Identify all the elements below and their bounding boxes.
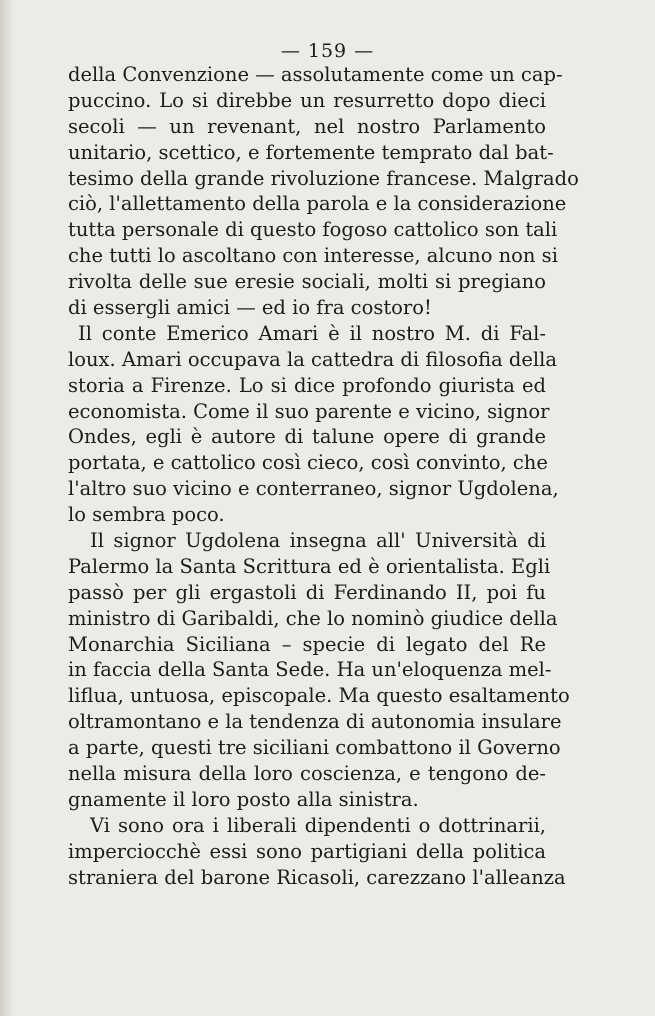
- text-line: di essergli amici — ed io fra costoro!: [68, 296, 432, 320]
- text-line: nella misura della loro coscienza, e tengono de-: [68, 762, 546, 786]
- text-line: a parte, questi tre siciliani combattono il Governo: [68, 736, 561, 760]
- text-line: della Convenzione — assolutamente come un cap-: [68, 63, 563, 86]
- text-line: l'altro suo vicino e conterraneo, signor Ugdolena,: [68, 477, 559, 501]
- text-line: economista. Come il suo parente e vicino, signor: [68, 399, 550, 423]
- text-line: straniera del barone Ricasoli, carezzano l'alleanza: [68, 865, 566, 889]
- text-line: Il conte Emerico Amari è il nostro M. di Fal-: [78, 321, 546, 345]
- text-line: Monarchia Siciliana – specie di legato del Re: [68, 632, 546, 656]
- text-line: Ondes, egli è autore di talune opere di grande: [68, 425, 546, 449]
- text-line: lo sembra poco.: [68, 503, 225, 527]
- page-number: — 159 —: [280, 40, 375, 62]
- text-line: tutta personale di questo fogoso cattolico son tali: [68, 218, 558, 242]
- text-line: che tutti lo ascoltano con interesse, alcuno non si: [68, 244, 558, 268]
- text-line: portata, e cattolico così cieco, così convinto, che: [68, 451, 548, 475]
- text-line: Il signor Ugdolena insegna all' Università di: [90, 529, 546, 553]
- text-line: secoli — un revenant, nel nostro Parlamento: [68, 114, 546, 138]
- text-line: loux. Amari occupava la cattedra di filosofia della: [68, 347, 558, 371]
- text-line: imperciocchè essi sono partigiani della politica: [68, 839, 546, 863]
- text-line: passò per gli ergastoli di Ferdinando II, poi fu: [68, 580, 546, 604]
- text-line: Palermo la Santa Scrittura ed è orientalista. Egli: [68, 554, 551, 578]
- text-line: gnamente il loro posto alla sinistra.: [68, 787, 419, 811]
- text-line: ministro di Garibaldi, che lo nominò giudice della: [68, 606, 558, 630]
- text-line: storia a Firenze. Lo si dice profondo giurista ed: [68, 373, 546, 397]
- text-line: in faccia della Santa Sede. Ha un'eloquenza mel-: [68, 658, 552, 682]
- text-line: unitario, scettico, e fortemente temprato dal bat-: [68, 140, 554, 164]
- text-line: liflua, untuosa, episcopale. Ma questo esaltamento: [68, 684, 570, 708]
- text-line: rivolta delle sue eresie sociali, molti si pregiano: [68, 270, 546, 294]
- text-line: oltramontano e la tendenza di autonomia insulare: [68, 710, 562, 734]
- page-edge-shadow: [0, 0, 14, 1016]
- text-line: puccino. Lo si direbbe un resurretto dopo dieci: [68, 88, 546, 112]
- text-line: Vi sono ora i liberali dipendenti o dottrinarii,: [90, 813, 546, 837]
- text-line: tesimo della grande rivoluzione francese. Malgrado: [68, 166, 579, 190]
- text-line: ciò, l'allettamento della parola e la considerazione: [68, 192, 567, 216]
- body-text: [68, 62, 579, 891]
